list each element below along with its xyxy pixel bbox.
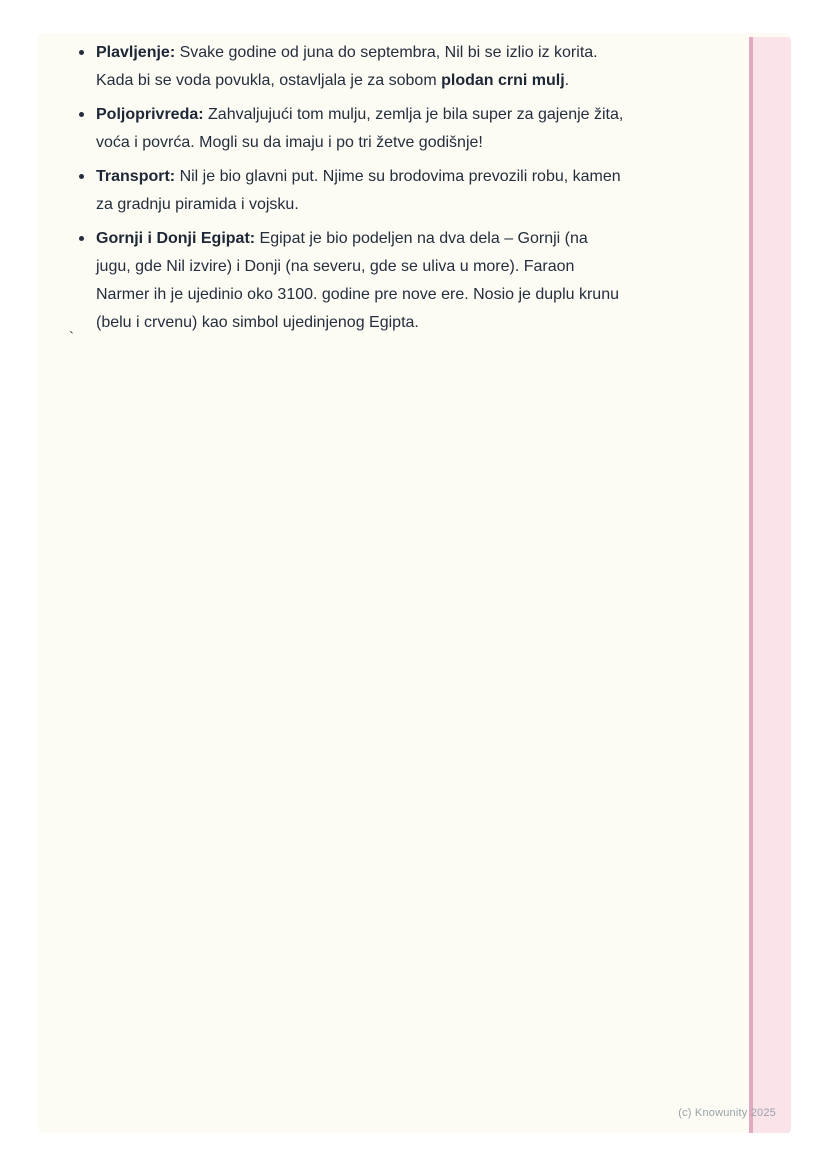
list-item: [78, 225, 626, 337]
bold-text-segment: Plavljenje:: [96, 44, 176, 61]
text-segment: Zahvaljujući tom mulju, zemlja je bila super za gajenje žita, voća i povrća. Mogli su da imaju i po tri žetve godišnje!: [96, 106, 624, 151]
copyright-watermark: (c) Knowunity 2025: [678, 1107, 776, 1119]
text-segment: .: [564, 72, 570, 89]
stray-backtick-mark: `: [69, 329, 74, 346]
bold-text-segment: plodan crni mulj: [441, 72, 565, 89]
list-item: [78, 163, 626, 219]
page-accent-stripe: [749, 37, 791, 1133]
list-item: [78, 101, 626, 157]
document-page: [38, 33, 791, 1133]
bullet-list: [78, 39, 626, 343]
list-item: [78, 39, 626, 95]
text-segment: Svake godine od juna do septembra, Nil bi se izlio iz korita. Kada bi se voda povukla, ostavljala je za sobom: [96, 44, 598, 89]
bold-text-segment: Poljoprivreda:: [96, 106, 204, 123]
text-segment: Egipat je bio podeljen na dva dela – Gornji (na jugu, gde Nil izvire) i Donji (na severu, gde se uliva u more). Faraon Narmer ih je ujedinio oko 3100. godine pre nove ere. Nosio je duplu krunu (belu i crvenu) kao simbol ujedinjenog Egipta.: [96, 230, 619, 331]
text-segment: Nil je bio glavni put. Njime su brodovima prevozili robu, kamen za gradnju piramida i vojsku.: [96, 168, 621, 213]
bold-text-segment: Transport:: [96, 168, 176, 185]
bold-text-segment: Gornji i Donji Egipat:: [96, 230, 256, 247]
